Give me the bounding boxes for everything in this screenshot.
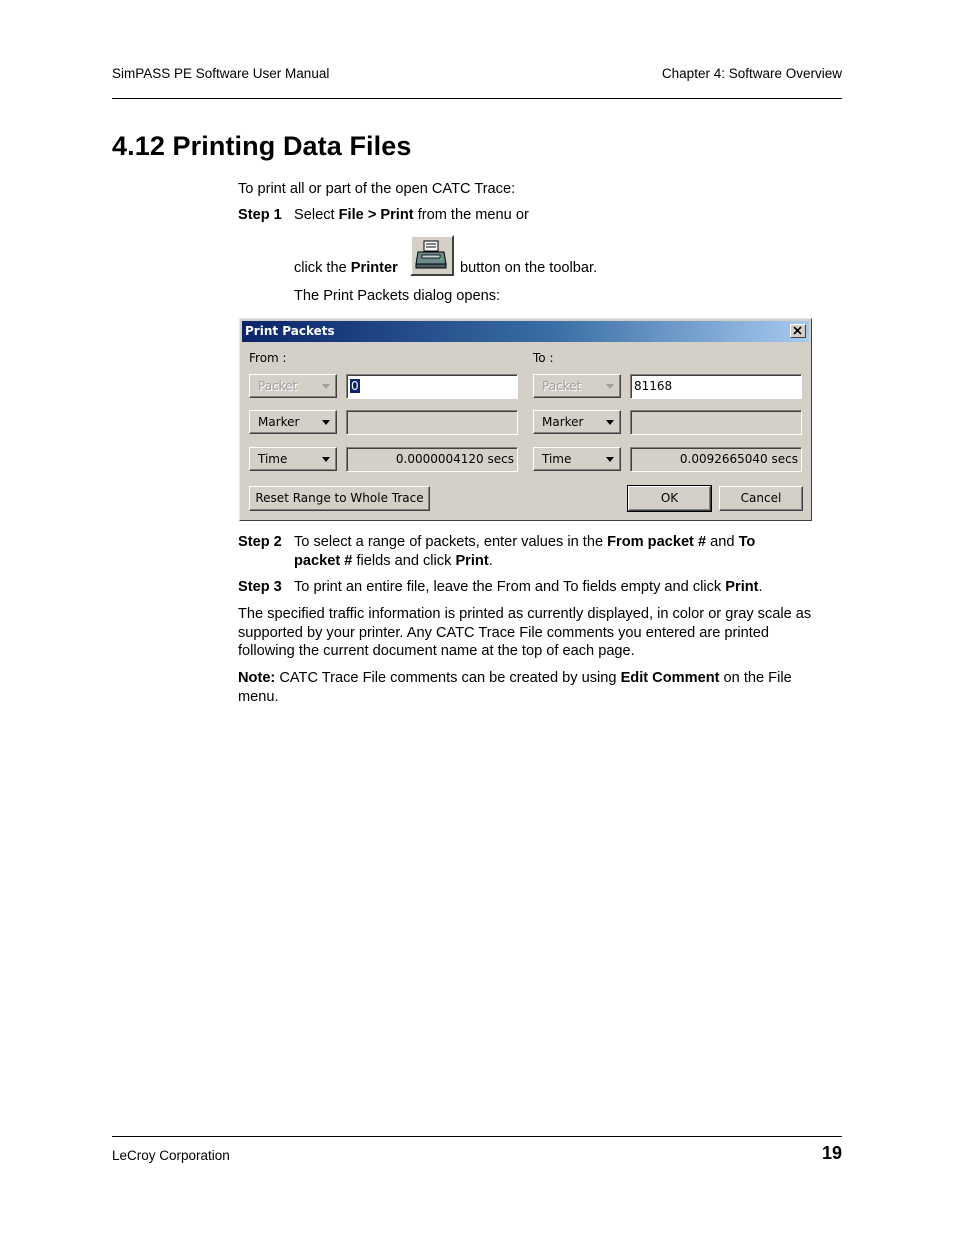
to-marker-combo-label: Marker — [542, 415, 584, 429]
from-packet-combo[interactable] — [249, 374, 337, 398]
to-time-combo-label: Time — [542, 452, 572, 466]
from-label: From : — [249, 351, 287, 365]
to-time-field[interactable] — [630, 447, 802, 472]
step1-label: Step 1 — [238, 207, 282, 223]
step1-text: Select File > Print from the menu or — [294, 207, 529, 223]
chevron-down-icon — [322, 420, 330, 425]
print-packets-dialog — [239, 318, 812, 521]
chevron-down-icon — [606, 384, 614, 389]
from-packet-combo-label: Packet — [258, 379, 298, 393]
close-icon — [791, 325, 805, 337]
chevron-down-icon — [606, 420, 614, 425]
page-number: 19 — [821, 1143, 842, 1163]
to-packet-combo-label: Packet — [542, 379, 582, 393]
from-time-field[interactable] — [346, 447, 518, 472]
dialog-titlebar — [242, 321, 809, 342]
from-marker-field[interactable] — [346, 410, 518, 435]
dialog-title: Print Packets — [245, 324, 335, 338]
step2-label: Step 2 — [238, 534, 282, 550]
reset-range-button[interactable]: Reset Range to Whole Trace — [249, 486, 430, 511]
running-header-title: SimPASS PE Software User Manual — [112, 66, 330, 81]
step1-line3: The Print Packets dialog opens: — [294, 288, 501, 304]
step2-text: To select a range of packets, enter values in the From packet # and To packet # fields and click Print. — [294, 534, 756, 569]
to-marker-combo[interactable] — [533, 410, 621, 434]
body-paragraph: The specified traffic information is printed as currently displayed, in color or gray scale as supported by your printer. Any CATC Trace File comments you entered are printed following the current document name at the top of each page. — [238, 606, 812, 659]
from-time-combo-label: Time — [258, 452, 288, 466]
step3-label: Step 3 — [238, 579, 282, 595]
to-label: To : — [533, 351, 554, 365]
printer-icon — [412, 237, 452, 274]
running-header-chapter: Chapter 4: Software Overview — [661, 66, 842, 81]
ok-button[interactable]: OK — [628, 486, 711, 511]
chevron-down-icon — [322, 384, 330, 389]
section-title: 4.12 Printing Data Files — [112, 131, 412, 161]
footer-company: LeCroy Corporation — [112, 1148, 230, 1163]
to-time-value: 0.0092665040 secs — [679, 452, 798, 466]
from-packet-value: 0 — [351, 379, 359, 393]
to-packet-value: 81168 — [634, 379, 673, 393]
footer-rule — [112, 1136, 842, 1137]
step1-line2-a: click the Printer — [294, 260, 398, 276]
to-marker-field[interactable] — [630, 410, 802, 435]
printer-toolbar-button[interactable] — [410, 235, 454, 276]
to-packet-combo[interactable] — [533, 374, 621, 398]
from-marker-combo[interactable] — [249, 410, 337, 434]
to-packet-field[interactable] — [630, 374, 802, 399]
to-time-combo[interactable] — [533, 447, 621, 471]
header-rule — [112, 98, 842, 99]
from-time-value: 0.0000004120 secs — [395, 452, 514, 466]
from-packet-field[interactable] — [346, 374, 518, 399]
step3-text: To print an entire file, leave the From and To fields empty and click Print. — [294, 579, 763, 595]
intro-text: To print all or part of the open CATC Trace: — [238, 181, 516, 197]
step1-line2-b: button on the toolbar. — [460, 260, 598, 276]
note-paragraph: Note: CATC Trace File comments can be created by using Edit Comment on the File menu. — [238, 670, 792, 705]
dialog-close-button[interactable] — [790, 324, 806, 338]
chevron-down-icon — [322, 457, 330, 462]
from-marker-combo-label: Marker — [258, 415, 300, 429]
from-time-combo[interactable] — [249, 447, 337, 471]
cancel-button[interactable]: Cancel — [719, 486, 803, 511]
chevron-down-icon — [606, 457, 614, 462]
